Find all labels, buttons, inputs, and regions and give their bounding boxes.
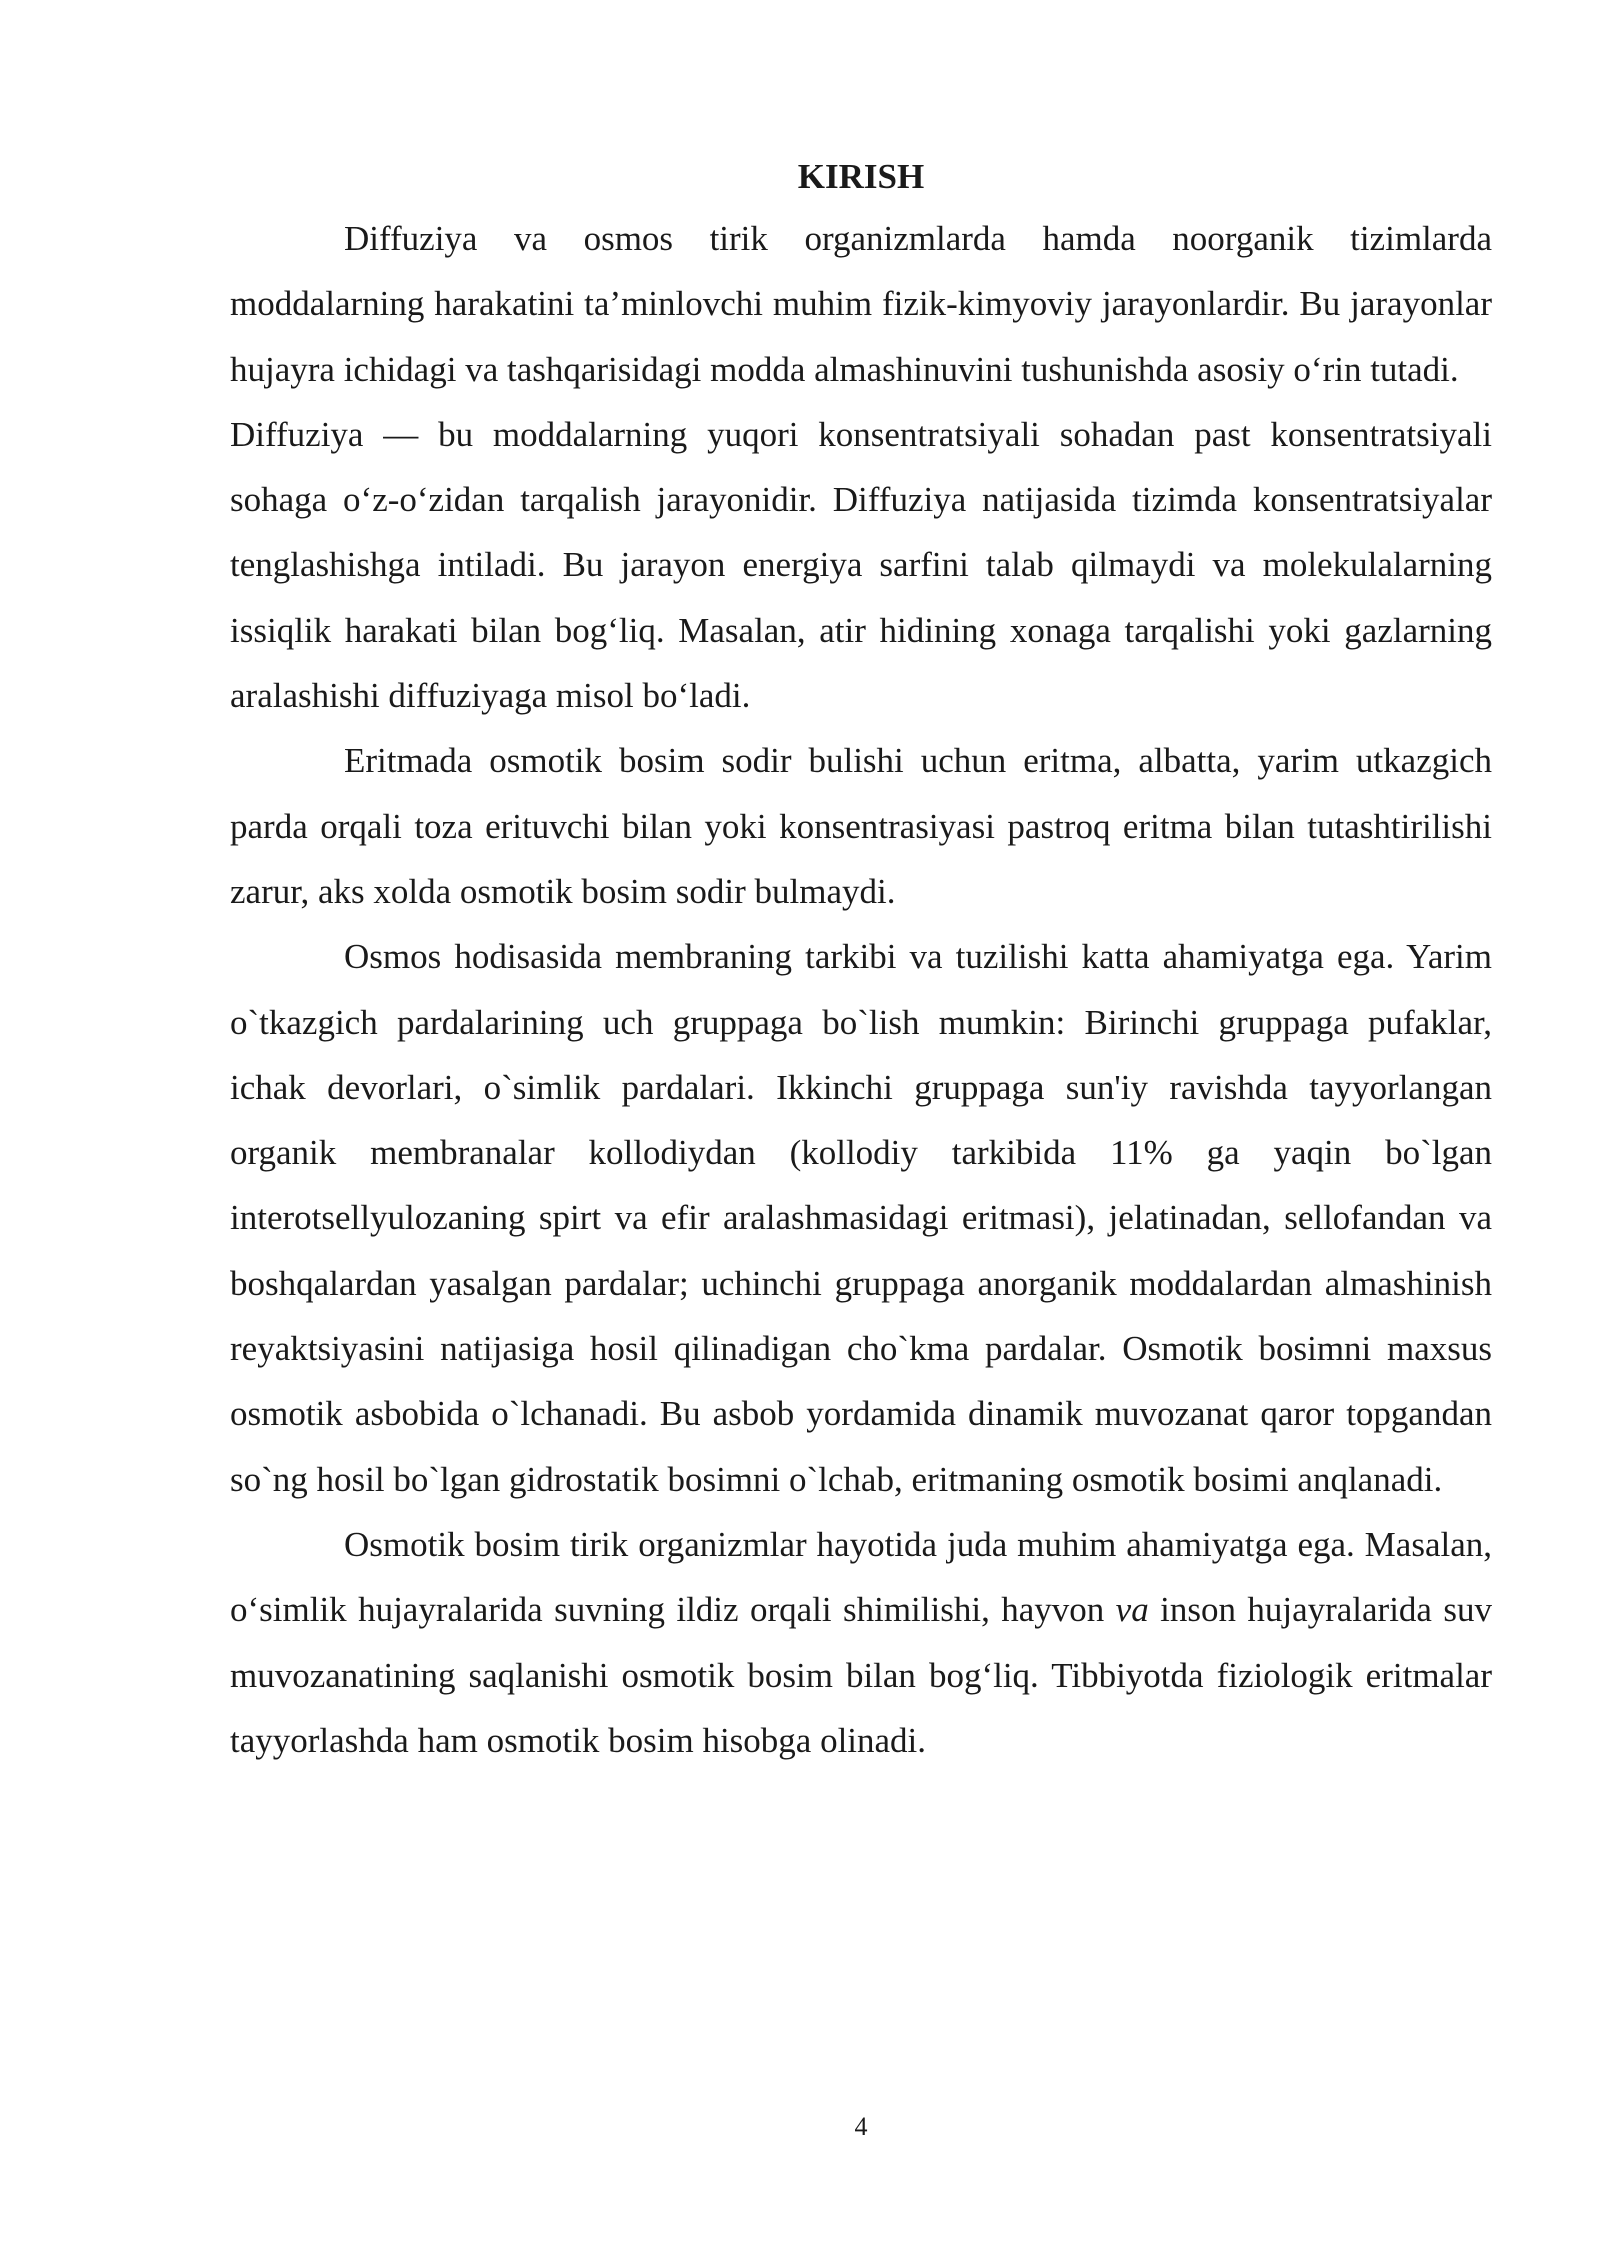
paragraph-5	[230, 1512, 1492, 1773]
paragraph-1: Diffuziya va osmos tirik organizmlarda hamda noorganik tizimlarda moddalarning harakatini ta’minlovchi muhim fizik-kimyoviy jarayonlardir. Bu jarayonlar hujayra ichidagi va tashqarisidagi modda almashinuvini tushunishda asosiy o‘rin tutadi.	[230, 219, 1492, 389]
paragraph-5-end: inson hujayralarida suv muvozanatining saqlanishi osmotik bosim bilan bog‘liq. Tibbiyotda fiziologik eritmalar tayyorlashda ham osmotik bosim hisobga olinadi.	[230, 1590, 1492, 1760]
section-heading: KIRISH	[797, 157, 925, 196]
page-content	[230, 148, 1492, 1773]
paragraph-2: Diffuziya — bu moddalarning yuqori konsentratsiyali sohadan past konsentratsiyali sohaga o‘z-o‘zidan tarqalish jarayonidir. Diffuziya natijasida tizimda konsentratsiyalar tenglashishga intiladi. Bu jarayon energiya sarfini talab qilmaydi va molekulalarning issiqlik harakati bilan bog‘liq. Masalan, atir hidining xonaga tarqalishi yoki gazlarning aralashishi diffuziyaga misol bo‘ladi.	[230, 414, 1492, 716]
paragraph-3: Eritmada osmotik bosim sodir bulishi uchun eritma, albatta, yarim utkazgich parda orqali toza erituvchi bilan yoki konsentrasiyasi pastroq eritma bilan tutashtirilishi zarur, aks xolda osmotik bosim sodir bulmaydi.	[230, 741, 1492, 911]
paragraph-5-start: Osmotik bosim tirik organizmlar hayotida juda muhim ahamiyatga ega. Masalan, o‘simlik hujayralarida suvning ildiz orqali shimilishi, hayvon	[230, 1524, 1492, 1630]
page-number: 4	[854, 2112, 868, 2141]
paragraph-4: Osmos hodisasida membraning tarkibi va tuzilishi katta ahamiyatga ega. Yarim o`tkazgich pardalarining uch gruppaga bo`lish mumkin: Birinchi gruppaga pufaklar, ichak devorlari, o`simlik pardalari. Ikkinchi gruppaga sun'iy ravishda tayyorlangan organik membranalar kollodiydan (kollodiy tarkibida 11% ga yaqin bo`lgan interotsellyulozaning spirt va efir aralashmasidagi eritmasi), jelatinadan, sellofandan va boshqalardan yasalgan pardalar; uchinchi gruppaga anorganik moddalardan almashinish reyaktsiyasini natijasiga hosil qilinadigan cho`kma pardalar. Osmotik bosimni maxsus osmotik asbobida o`lchanadi. Bu asbob yordamida dinamik muvozanat qaror topgandan so`ng hosil bo`lgan gidrostatik bosimni o`lchab, eritmaning osmotik bosimi anqlanadi.	[230, 937, 1492, 1499]
paragraph-5-italic-word: va	[1115, 1590, 1149, 1630]
